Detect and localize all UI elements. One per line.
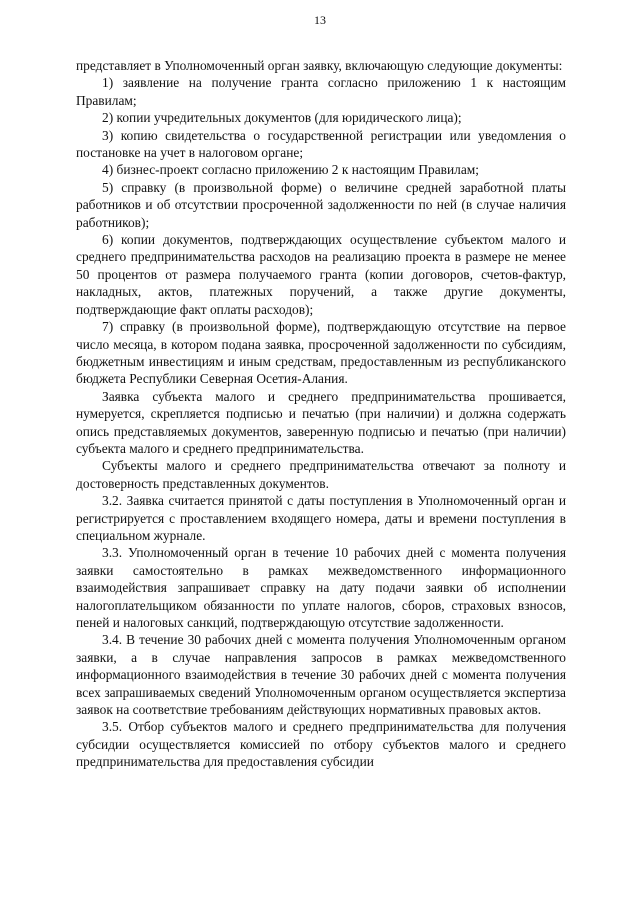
paragraph-intro: представляет в Уполномоченный орган заявку, включающую следующие документы: bbox=[76, 58, 563, 73]
list-item-2: 2) копии учредительных документов (для юридического лица); bbox=[102, 110, 462, 126]
clause-3-4: 3.4. В течение 30 рабочих дней с момента получения Уполномоченным органом заявки, а в случае направления запросов в рамках межведомственного информационного взаимодействия в течение 30 рабочих дней с момента получения всех запрашиваемых сведений Уполномоченным органом осуществляется экспертиза заявок на соответствие требованиям действующих нормативных правовых актов. bbox=[76, 632, 566, 718]
list-item-6: 6) копии документов, подтверждающих осуществление субъектом малого и среднего предпринимательства расходов на реализацию проекта в размере не менее 50 процентов от размера получаемого гранта (копии договоров, счетов-фактур, накладных, актов, платежных поручений, а также другие документы, подтверждающие факт оплаты расходов); bbox=[76, 232, 566, 317]
clause-3-2: 3.2. Заявка считается принятой с даты поступления в Уполномоченный орган и регистрируется с проставлением входящего номера, даты и времени поступления в специальном журнале. bbox=[76, 493, 566, 543]
page-number: 13 bbox=[314, 13, 326, 27]
paragraph-application-binding: Заявка субъекта малого и среднего предпринимательства прошивается, нумеруется, скрепляется подписью и печатью (при наличии) и должна содержать опись представляемых документов, заверенную подписью и печатью (при наличии) субъекта малого и среднего предпринимательства. bbox=[76, 388, 566, 456]
list-item-4: 4) бизнес-проект согласно приложению 2 к настоящим Правилам; bbox=[102, 162, 479, 178]
clause-3-5: 3.5. Отбор субъектов малого и среднего предпринимательства для получения субсидии осуществляется комиссией по отбору субъектов малого и среднего предпринимательства для предоставления субсидии bbox=[76, 719, 566, 770]
clause-3-3: 3.3. Уполномоченный орган в течение 10 рабочих дней с момента получения заявки самостоятельно в рамках межведомственного информационного взаимодействия запрашивает справку на дату подачи заявки об исполнении налогоплательщиком обязанности по уплате налогов, сборов, страховых взносов, пеней и налоговых санкций, подтверждающую отсутствие задолженности. bbox=[76, 545, 566, 630]
paragraph-responsibility: Субъекты малого и среднего предпринимательства отвечают за полноту и достоверность представленных документов. bbox=[76, 458, 566, 491]
list-item-5: 5) справку (в произвольной форме) о величине средней заработной платы работников и об отсутствии просроченной задолженности по ней (в случае наличия работников); bbox=[76, 179, 566, 230]
list-item-1: 1) заявление на получение гранта согласно приложению 1 к настоящим Правилам; bbox=[76, 75, 566, 108]
document-body bbox=[76, 57, 566, 771]
list-item-3: 3) копию свидетельства о государственной регистрации или уведомления о постановке на учет в налоговом органе; bbox=[76, 127, 566, 161]
list-item-7: 7) справку (в произвольной форме), подтверждающую отсутствие на первое число месяца, в котором подана заявка, просроченной задолженности по субсидиям, бюджетным инвестициям и иным средствам, предоставленным из республиканского бюджета Республики Северная Осетия-Алания. bbox=[76, 319, 566, 387]
